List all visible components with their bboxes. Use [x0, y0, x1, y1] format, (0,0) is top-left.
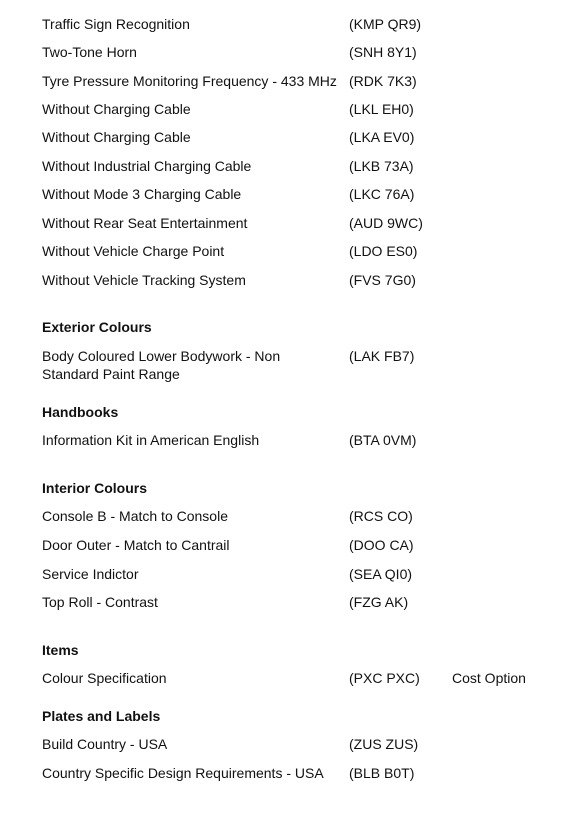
option-description: Console B - Match to Console: [42, 508, 228, 524]
option-code: (FVS 7G0): [349, 272, 416, 288]
option-description: Information Kit in American English: [42, 432, 260, 448]
option-code: (LKB 73A): [349, 158, 414, 174]
section-heading-handbooks: Handbooks: [42, 404, 119, 420]
section-heading-items: Items: [42, 642, 79, 658]
section-heading-plates-and-labels: Plates and Labels: [42, 708, 161, 724]
option-code: (SNH 8Y1): [349, 44, 417, 60]
option-description: Traffic Sign Recognition: [42, 16, 190, 32]
section-heading-interior-colours: Interior Colours: [42, 480, 148, 496]
cost-option-label: Cost Option: [452, 670, 526, 686]
option-code: (BLB B0T): [349, 765, 415, 781]
option-code: (BTA 0VM): [349, 432, 417, 448]
option-code: (ZUS ZUS): [349, 736, 419, 752]
option-description: Tyre Pressure Monitoring Frequency - 433 MHz: [42, 73, 337, 89]
option-description: Door Outer - Match to Cantrail: [42, 537, 230, 553]
option-description: Colour Specification: [42, 670, 167, 686]
option-description: Without Vehicle Tracking System: [42, 272, 246, 288]
option-description: Without Charging Cable: [42, 129, 191, 145]
option-description: Build Country - USA: [42, 736, 168, 752]
option-code: (RDK 7K3): [349, 73, 417, 89]
option-code: (LKA EV0): [349, 129, 415, 145]
option-code: (LKL EH0): [349, 101, 414, 117]
option-code: (DOO CA): [349, 537, 414, 553]
option-description: Country Specific Design Requirements - USA: [42, 765, 324, 781]
section-heading-exterior-colours: Exterior Colours: [42, 319, 152, 335]
option-code: (AUD 9WC): [349, 215, 423, 231]
option-description: Without Industrial Charging Cable: [42, 158, 252, 174]
option-description: Without Charging Cable: [42, 101, 191, 117]
option-code: (FZG AK): [349, 594, 409, 610]
option-description: Body Coloured Lower Bodywork - Non Standard Paint Range: [42, 348, 281, 382]
option-description: Two-Tone Horn: [42, 44, 137, 60]
option-code: (KMP QR9): [349, 16, 422, 32]
option-code: (RCS CO): [349, 508, 413, 524]
option-description: Without Vehicle Charge Point: [42, 243, 225, 259]
option-description: Top Roll - Contrast: [42, 594, 158, 610]
option-description: Service Indictor: [42, 566, 139, 582]
option-code: (PXC PXC): [349, 670, 420, 686]
option-description: Without Mode 3 Charging Cable: [42, 186, 242, 202]
option-code: (SEA QI0): [349, 566, 413, 582]
option-code: (LAK FB7): [349, 348, 415, 364]
option-description: Without Rear Seat Entertainment: [42, 215, 248, 231]
option-code: (LDO ES0): [349, 243, 418, 259]
option-code: (LKC 76A): [349, 186, 415, 202]
